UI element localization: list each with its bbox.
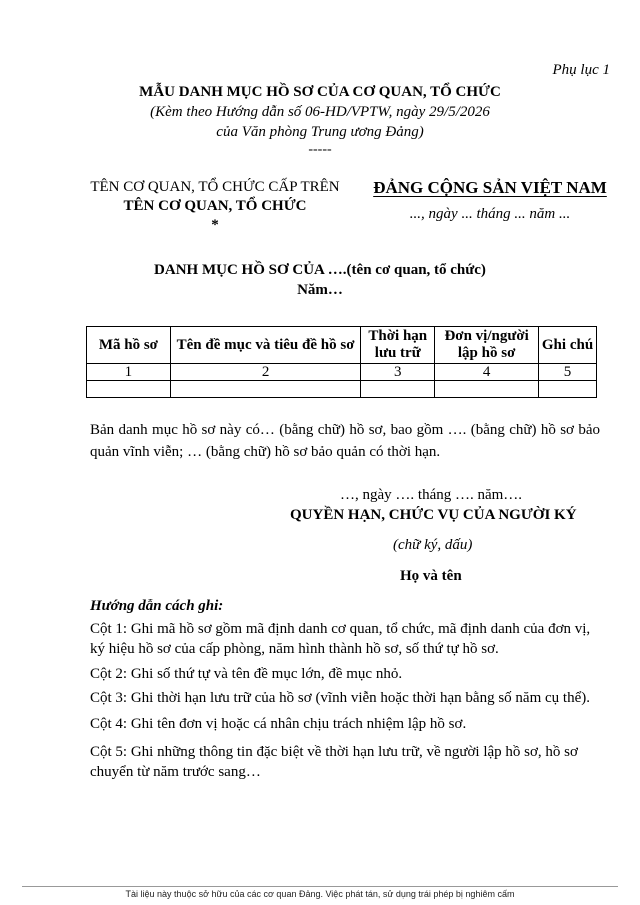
column-number: 4 <box>435 364 539 381</box>
table-header-row <box>87 327 597 364</box>
table-cell <box>435 381 539 398</box>
superior-org-name: TÊN CƠ QUAN, TỔ CHỨC CẤP TRÊN <box>90 179 340 195</box>
guide-item: Cột 3: Ghi thời hạn lưu trữ của hồ sơ (vĩnh viễn hoặc thời hạn bằng số năm cụ thể). <box>90 690 590 706</box>
appendix-label: Phụ lục 1 <box>552 62 610 78</box>
header-creator: Đơn vị/người lập hồ sơ <box>435 327 539 364</box>
document-title-block <box>0 260 640 300</box>
org-name: TÊN CƠ QUAN, TỔ CHỨC <box>123 198 307 214</box>
header-record-title: Tên đề mục và tiêu đề hồ sơ <box>170 327 361 364</box>
table-cell <box>87 381 171 398</box>
table-row-empty <box>87 381 597 398</box>
column-number: 2 <box>170 364 361 381</box>
guide-item: Cột 4: Ghi tên đơn vị hoặc cá nhân chịu trách nhiệm lập hồ sơ. <box>90 716 467 732</box>
header-record-code: Mã hồ sơ <box>87 327 171 364</box>
column-number-row <box>87 364 597 381</box>
table-cell <box>170 381 361 398</box>
signature-note: (chữ ký, dấu) <box>393 537 473 553</box>
table-cell <box>361 381 435 398</box>
form-subtitle-line1: (Kèm theo Hướng dẫn số 06-HD/VPTW, ngày 29/5/2026 <box>150 104 490 120</box>
guide-item: Cột 5: Ghi những thông tin đặc biệt về thời hạn lưu trữ, về người lập hồ sơ, hồ sơ chuyển từ năm trước sang… <box>90 744 578 780</box>
org-asterisk: * <box>211 217 219 233</box>
issue-date: ..., ngày ... tháng ... năm ... <box>409 206 571 222</box>
records-table <box>86 326 597 398</box>
guide-heading: Hướng dẫn cách ghi: <box>90 598 224 614</box>
column-number: 3 <box>361 364 435 381</box>
header-retention: Thời hạn lưu trữ <box>361 327 435 364</box>
signature-date: …, ngày …. tháng …. năm…. <box>340 487 523 503</box>
signer-name: Họ và tên <box>400 568 462 584</box>
summary-paragraph: Bản danh mục hồ sơ này có… (bằng chữ) hồ sơ, bao gồm …. (bằng chữ) hồ sơ bảo quản vĩnh viễn; … (bằng chữ) hồ sơ bảo quản có thời hạn. <box>90 422 600 460</box>
form-subtitle-line2: của Văn phòng Trung ương Đảng) <box>216 124 424 140</box>
separator: ----- <box>308 142 332 157</box>
header-notes: Ghi chú <box>539 327 597 364</box>
org-block <box>70 178 360 235</box>
column-number: 5 <box>539 364 597 381</box>
document-title: DANH MỤC HỒ SƠ CỦA ….(tên cơ quan, tổ chức) <box>154 262 486 278</box>
signer-position: QUYỀN HẠN, CHỨC VỤ CỦA NGƯỜI KÝ <box>290 507 577 523</box>
party-block <box>360 178 620 223</box>
party-name: ĐẢNG CỘNG SẢN VIỆT NAM <box>373 178 607 197</box>
guide-item: Cột 2: Ghi số thứ tự và tên đề mục lớn, đề mục nhỏ. <box>90 666 403 682</box>
table-cell <box>539 381 597 398</box>
guide-item: Cột 1: Ghi mã hồ sơ gồm mã định danh cơ quan, tổ chức, mã định danh của đơn vị, ký hiệu hồ sơ của cấp phòng, năm hình thành hồ sơ, số thứ tự hồ sơ. <box>90 621 591 657</box>
footer-notice: Tài liệu này thuộc sở hữu của các cơ quan Đảng. Việc phát tán, sử dụng trái phép bị nghiêm cấm <box>125 889 515 899</box>
document-year: Năm… <box>297 282 343 298</box>
footer-divider <box>22 886 618 887</box>
column-number: 1 <box>87 364 171 381</box>
form-title: MẪU DANH MỤC HỒ SƠ CỦA CƠ QUAN, TỔ CHỨC <box>139 84 501 100</box>
